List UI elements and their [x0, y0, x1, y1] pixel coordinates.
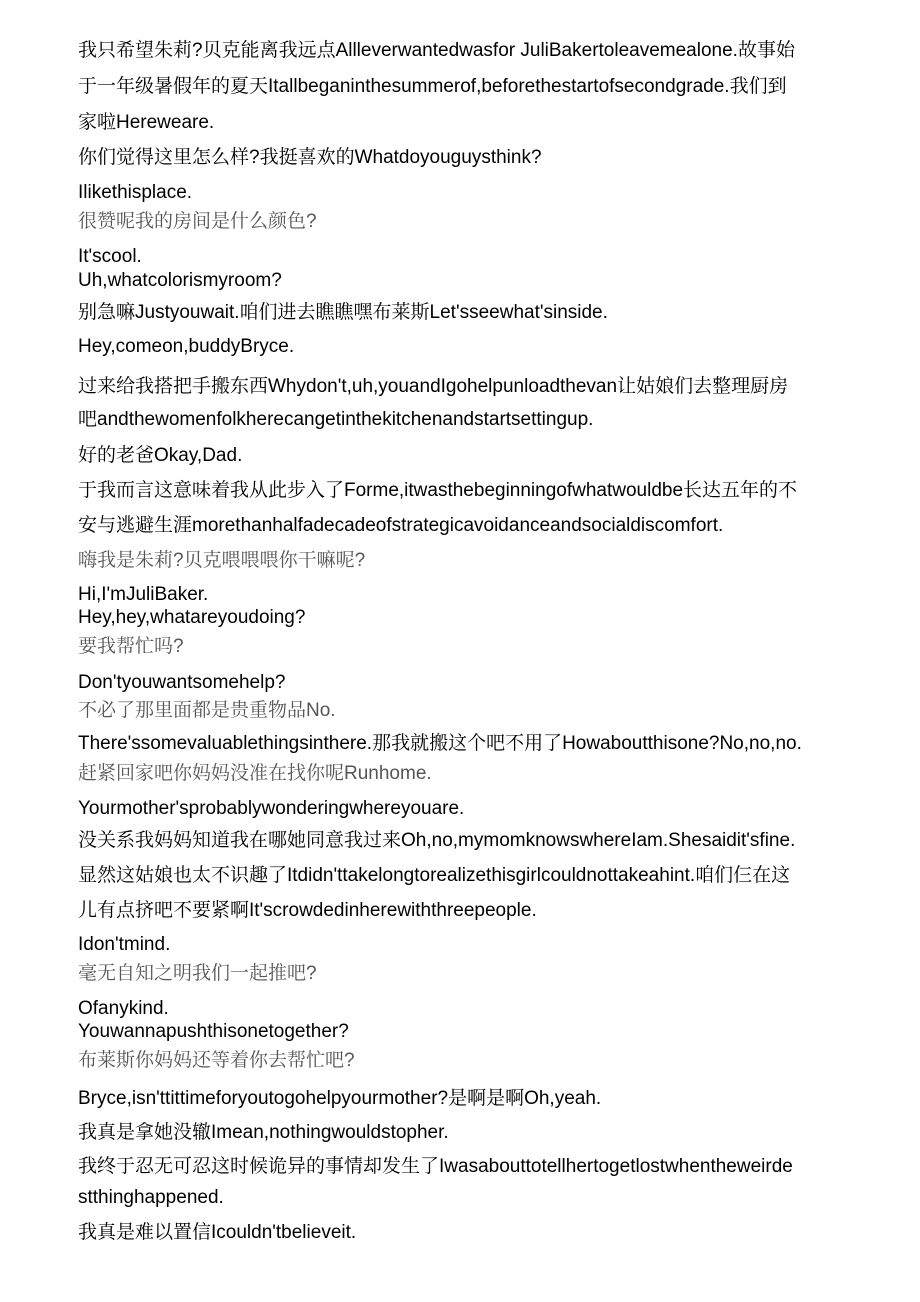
- text-line-15: 安与逃避生涯morethanhalfadecadeofstrategicavoidanceandsocialdiscomfort.: [78, 515, 724, 536]
- text-line-30: Ofanykind.: [78, 998, 169, 1019]
- text-line-7: It'scool.: [78, 246, 142, 267]
- text-line-24: Yourmother'sprobablywonderingwhereyouare.: [78, 798, 465, 819]
- text-line-10: Hey,comeon,buddyBryce.: [78, 336, 295, 357]
- text-line-14: 于我而言这意味着我从此步入了Forme,itwasthebeginningofwhatwouldbe长达五年的不: [78, 480, 798, 501]
- text-line-27: 儿有点挤吧不要紧啊It'scrowdedinherewiththreepeople.: [78, 900, 537, 921]
- text-line-28: Idon'tmind.: [78, 934, 171, 955]
- text-line-11: 过来给我搭把手搬东西Whydon't,uh,youandIgohelpunloadthevan让姑娘们去整理厨房: [78, 376, 789, 397]
- text-line-23: 赶紧回家吧你妈妈没准在找你呢Runhome.: [78, 763, 432, 784]
- text-line-35: 我终于忍无可忍这时候诡异的事情却发生了Iwasabouttotellhertogetlostwhentheweirde: [78, 1156, 793, 1177]
- text-line-2: 于一年级暑假年的夏天Itallbeganinthesummerof,beforethestartofsecondgrade.我们到: [78, 76, 787, 97]
- text-line-12: 吧andthewomenfolkherecangetinthekitchenandstartsettingup.: [78, 409, 594, 430]
- text-line-17: Hi,I'mJuliBaker.: [78, 584, 209, 605]
- text-line-31: Youwannapushthisonetogether?: [78, 1021, 349, 1042]
- text-line-19: 要我帮忙吗?: [78, 636, 184, 657]
- text-line-20: Don'tyouwantsomehelp?: [78, 672, 286, 693]
- text-line-4: 你们觉得这里怎么样?我挺喜欢的Whatdoyouguysthink?: [78, 147, 542, 168]
- text-line-6: 很赞呢我的房间是什么颜色?: [78, 211, 317, 232]
- text-line-33: Bryce,isn'ttittimeforyoutogohelpyourmother?是啊是啊Oh,yeah.: [78, 1088, 602, 1109]
- text-line-1: 我只希望朱莉?贝克能离我远点Allleverwantedwasfor JuliBakertoleavemealone.故事始: [78, 40, 795, 61]
- text-line-9: 别急嘛Justyouwait.咱们进去瞧瞧嘿布莱斯Let'sseewhat'sinside.: [78, 302, 608, 323]
- text-line-34: 我真是拿她没辙Imean,nothingwouldstopher.: [78, 1122, 449, 1143]
- text-line-29: 毫无自知之明我们一起推吧?: [78, 963, 317, 984]
- text-line-26: 显然这姑娘也太不识趣了Itdidn'ttakelongtorealizethisgirlcouldnottakeahint.咱们仨在这: [78, 865, 791, 886]
- text-line-8: Uh,whatcolorismyroom?: [78, 270, 282, 291]
- text-line-5: Ilikethisplace.: [78, 182, 193, 203]
- text-line-22: There'ssomevaluablethingsinthere.那我就搬这个吧不用了Howaboutthisone?No,no,no.: [78, 733, 802, 754]
- text-line-3: 家啦Hereweare.: [78, 112, 215, 133]
- text-line-18: Hey,hey,whatareyoudoing?: [78, 607, 306, 628]
- text-line-16: 嗨我是朱莉?贝克喂喂喂你干嘛呢?: [78, 550, 366, 571]
- text-line-21: 不必了那里面都是贵重物品No.: [78, 700, 336, 721]
- text-line-13: 好的老爸Okay,Dad.: [78, 445, 243, 466]
- text-line-36: stthinghappened.: [78, 1187, 224, 1208]
- text-line-37: 我真是难以置信Icouldn'tbelieveit.: [78, 1222, 357, 1243]
- text-line-32: 布莱斯你妈妈还等着你去帮忙吧?: [78, 1050, 355, 1071]
- text-line-25: 没关系我妈妈知道我在哪她同意我过来Oh,no,mymomknowswhereIam.Shesaidit'sfine.: [78, 830, 796, 851]
